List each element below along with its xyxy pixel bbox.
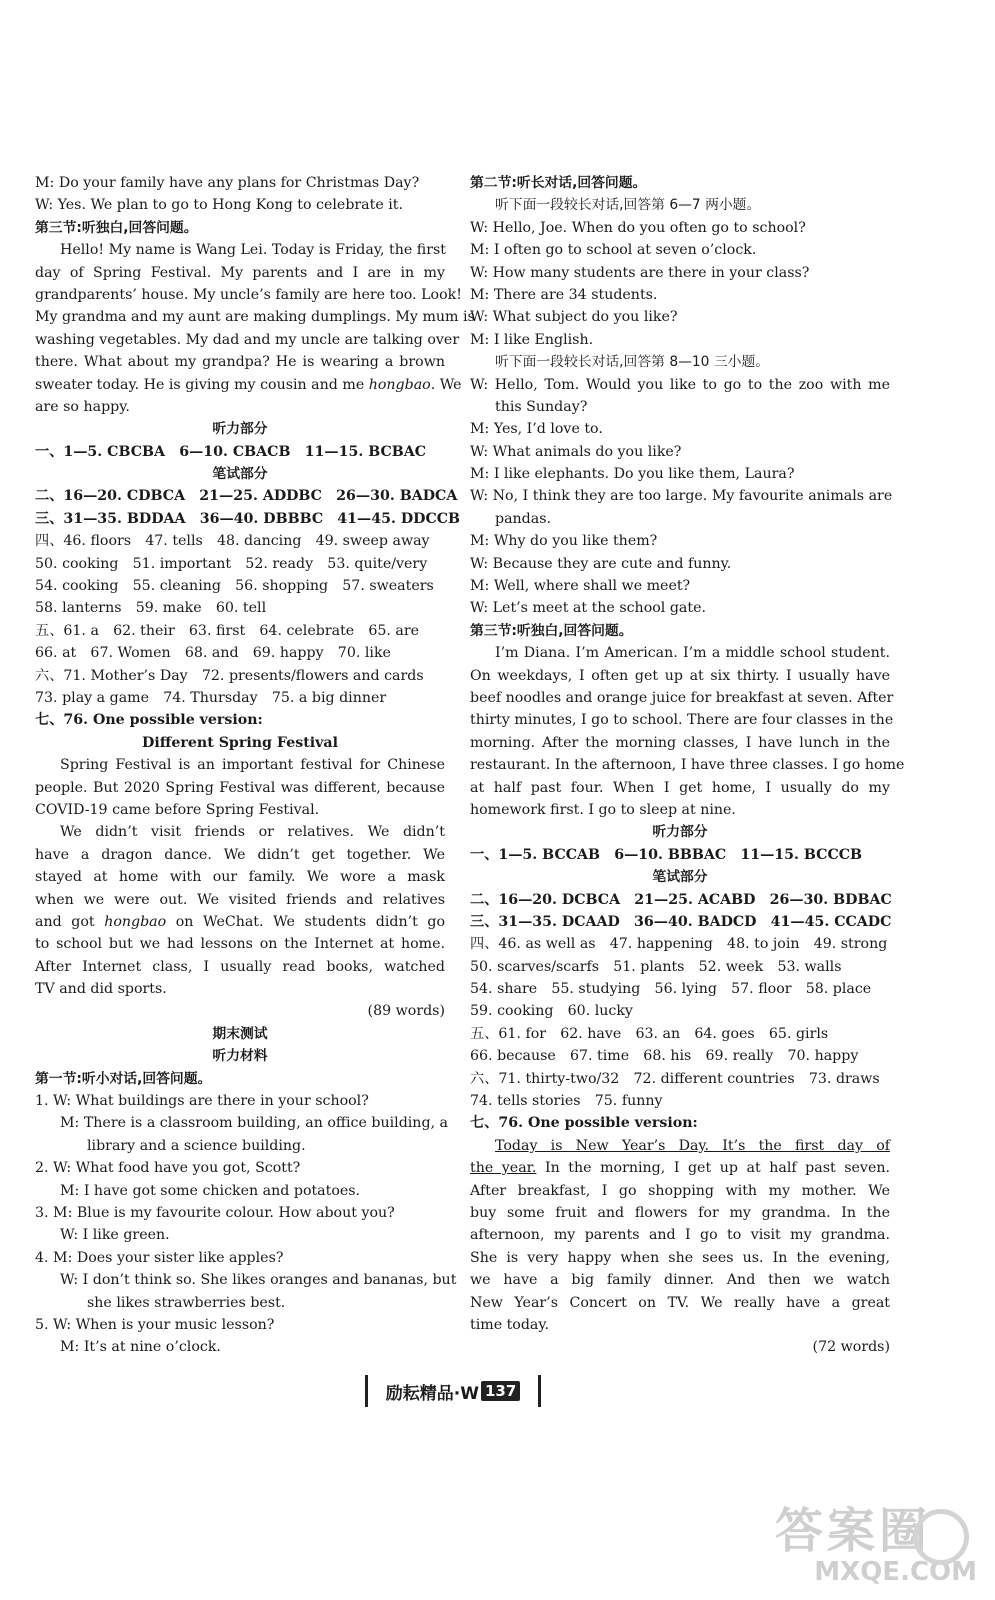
essay-line: to school but we had lessons on the Internet at home. (35, 936, 445, 953)
answer-line: 58. lanterns 59. make 60. tell (35, 600, 267, 617)
monologue-line: day of Spring Festival. My parents and I are in my (35, 264, 445, 281)
monologue-line: homework first. I go to sleep at nine. (470, 801, 736, 818)
essay-line: afternoon, my parents and I go to visit my grandma. (470, 1227, 890, 1244)
dialog-line: M: Yes, I’d love to. (470, 421, 603, 438)
dialog-line: W: Yes. We plan to go to Hong Kong to celebrate it. (35, 197, 403, 214)
dialog-line: W: How many students are there in your class? (470, 264, 810, 281)
dialog-line: M: I often go to school at seven o’clock. (470, 242, 757, 259)
dialog-line: she likes strawberries best. (87, 1294, 286, 1311)
answer-line: 59. cooking 60. lucky (470, 1003, 633, 1020)
answer-line: 54. cooking 55. cleaning 56. shopping 57. sweaters (35, 578, 434, 595)
essay-text: and got (35, 913, 95, 930)
essay-line: we have a big family dinner. And then we watch (470, 1272, 890, 1289)
monologue-line: at half past four. When I get home, I usually do my (470, 779, 890, 796)
dialog-line: 2. W: What food have you got, Scott? (35, 1160, 301, 1177)
essay-intro: 七、76. One possible version: (35, 712, 263, 729)
monologue-text: sweater today. He is giving my cousin and me (35, 376, 365, 393)
written-heading: 笔试部分 (652, 869, 708, 886)
answer-line: 66. because 67. time 68. his 69. really 70. happy (470, 1048, 859, 1065)
dialog-line: M: Why do you like them? (470, 533, 658, 550)
essay-line (470, 1135, 890, 1157)
answer-line: 74. tells stories 75. funny (470, 1093, 663, 1110)
answer-line: 66. at 67. Women 68. and 69. happy 70. like (35, 645, 391, 662)
answer-line: 一、1—5. CBCBA 6—10. CBACB 11—15. BCBAC (35, 443, 427, 460)
dialog-line: M: Well, where shall we meet? (470, 578, 691, 595)
watermark-logo (775, 1505, 985, 1595)
dialog-line: W: No, I think they are too large. My favourite animals are (470, 488, 893, 505)
dialog-line: W: Hello, Tom. Would you like to go to the zoo with me (470, 376, 890, 393)
monologue-line: thirty minutes, I go to school. There are four classes in the (470, 712, 894, 729)
final-test-title: 期末测试 (212, 1025, 268, 1042)
answer-line: 73. play a game 74. Thursday 75. a big dinner (35, 689, 387, 706)
essay-line: when we were out. We visited friends and relatives (35, 891, 445, 908)
answer-line: 四、46. floors 47. tells 48. dancing 49. sweep away (35, 533, 430, 550)
dialog-line: 5. W: When is your music lesson? (35, 1316, 275, 1333)
answer-line: 六、71. Mother’s Day 72. presents/flowers and cards (35, 667, 424, 684)
section-3-title: 第三节:听独白,回答问题。 (470, 622, 633, 639)
essay-line: people. But 2020 Spring Festival was different, because (35, 779, 445, 796)
answer-line: 四、46. as well as 47. happening 48. to join 49. strong (470, 936, 888, 953)
essay-line: New Year’s Concert on TV. We really have a great (470, 1294, 890, 1311)
essay-text: In the morning, I get up at half past seven. (536, 1160, 890, 1177)
dialog-line: W: What subject do you like? (470, 309, 678, 326)
dialog-line: 3. M: Blue is my favourite colour. How about you? (35, 1204, 395, 1221)
dialog-line: W: I like green. (60, 1227, 170, 1244)
essay-line: COVID-19 came before Spring Festival. (35, 801, 320, 818)
written-heading: 笔试部分 (212, 466, 268, 483)
essay-line: After Internet class, I usually read books, watched (35, 958, 445, 975)
footer-brand: 励耘精品·W (385, 1383, 479, 1404)
monologue-line: there. What about my grandpa? He is wearing a brown (35, 354, 445, 371)
essay-line: After breakfast, I go shopping with my mother. We (470, 1182, 890, 1199)
monologue-line: My grandma and my aunt are making dumplings. My mum is (35, 309, 475, 326)
hongbao-term: hongbao (368, 376, 431, 393)
monologue-line: On weekdays, I often get up at six thirty. I usually have (470, 667, 890, 684)
dialog-line: pandas. (495, 510, 552, 527)
dialog-line: 1. W: What buildings are there in your school? (35, 1093, 369, 1110)
word-count: (89 words) (367, 1003, 445, 1020)
essay-line: time today. (470, 1316, 550, 1333)
monologue-line: Hello! My name is Wang Lei. Today is Friday, the first (60, 242, 446, 259)
question-intro: 听下面一段较长对话,回答第 8—10 三小题。 (495, 354, 770, 371)
answer-line: 六、71. thirty-two/32 72. different countries 73. draws (470, 1070, 880, 1087)
essay-line: buy some fruit and flowers for my grandma. In the (470, 1204, 890, 1221)
monologue-line: are so happy. (35, 398, 130, 415)
dialog-line: W: Let’s meet at the school gate. (470, 600, 706, 617)
dialog-line: M: Do your family have any plans for Christmas Day? (35, 175, 420, 191)
answer-line: 50. scarves/scarfs 51. plants 52. week 53. walls (470, 958, 842, 975)
left-column (35, 172, 475, 1359)
dialog-line: M: I have got some chicken and potatoes. (60, 1182, 361, 1199)
monologue-line: grandparents’ house. My uncle’s family are here too. Look! (35, 286, 462, 303)
dialog-line: M: There is a classroom building, an office building, a (60, 1115, 449, 1132)
page-footer (365, 1375, 541, 1407)
essay-line: TV and did sports. (35, 981, 167, 998)
monologue-line: morning. After the morning classes, I have lunch in the (470, 734, 890, 751)
essay-line (470, 1157, 890, 1179)
question-intro: 听下面一段较长对话,回答第 6—7 两小题。 (495, 197, 761, 214)
monologue-line (35, 374, 462, 396)
word-count: (72 words) (812, 1339, 890, 1356)
dialog-line: W: What animals do you like? (470, 443, 682, 460)
monologue-line: beef noodles and orange juice for breakfast at seven. After (470, 689, 894, 706)
section-3-title: 第三节:听独白,回答问题。 (35, 219, 198, 236)
dialog-line: W: Because they are cute and funny. (470, 555, 732, 572)
answer-line: 五、61. a 62. their 63. first 64. celebrate 65. are (35, 622, 420, 639)
answer-line: 一、1—5. BCCAB 6—10. BBBAC 11—15. BCCCB (470, 846, 863, 863)
watermark-text: 答案圈 (775, 1503, 932, 1559)
essay-title: Different Spring Festival (142, 734, 338, 751)
section-2-title: 第二节:听长对话,回答问题。 (470, 175, 647, 191)
essay-line: stayed at home with our family. We wore a mask (35, 869, 445, 886)
right-column (470, 172, 905, 1359)
essay-line: have a dragon dance. We didn’t get together. We (35, 846, 445, 863)
dialog-line: this Sunday? (495, 398, 588, 415)
page-number: 137 (481, 1381, 520, 1401)
dialog-line: M: I like English. (470, 331, 594, 348)
answer-line: 50. cooking 51. important 52. ready 53. quite/very (35, 555, 428, 572)
essay-underlined-text: the year. (470, 1160, 537, 1177)
answer-line: 二、16—20. DCBCA 21—25. ACABD 26—30. BDBAC (470, 891, 892, 908)
monologue-line: I’m Diana. I’m American. I’m a middle school student. (495, 645, 890, 662)
dialog-line: 4. M: Does your sister like apples? (35, 1249, 284, 1266)
dialog-line: W: Hello, Joe. When do you often go to school? (470, 219, 806, 236)
dialog-line: W: I don’t think so. She likes oranges and bananas, but (60, 1272, 457, 1289)
essay-line (35, 911, 445, 933)
answer-line: 54. share 55. studying 56. lying 57. floor 58. place (470, 981, 872, 998)
monologue-text: . We (430, 376, 462, 393)
watermark-url: MXQE.COM (814, 1557, 977, 1587)
dialog-line: M: There are 34 students. (470, 286, 658, 303)
essay-underlined-text: Today is New Year’s Day. It’s the first day of (495, 1137, 890, 1154)
listening-heading: 听力部分 (652, 824, 708, 841)
dialog-line: M: It’s at nine o’clock. (60, 1339, 221, 1356)
dialog-line: library and a science building. (87, 1137, 306, 1154)
monologue-line: washing vegetables. My dad and my uncle are talking over (35, 331, 460, 348)
essay-intro: 七、76. One possible version: (470, 1115, 698, 1132)
answer-line: 三、31—35. BDDAA 36—40. DBBBC 41—45. DDCCB (35, 510, 461, 527)
hongbao-term: hongbao (104, 913, 167, 930)
essay-line: We didn’t visit friends or relatives. We didn’t (60, 824, 445, 841)
answer-line: 二、16—20. CDBCA 21—25. ADDBC 26—30. BADCA (35, 488, 458, 505)
section-1-title: 第一节:听小对话,回答问题。 (35, 1070, 212, 1087)
listening-material-title: 听力材料 (212, 1048, 268, 1065)
monologue-line: restaurant. In the afternoon, I have three classes. I go home (470, 757, 905, 774)
essay-line: Spring Festival is an important festival for Chinese (60, 757, 445, 774)
listening-heading: 听力部分 (212, 421, 268, 438)
answer-line: 三、31—35. DCAAD 36—40. BADCD 41—45. CCADC (470, 913, 892, 930)
dialog-line: M: I like elephants. Do you like them, Laura? (470, 466, 795, 483)
watermark-ring-icon (913, 1509, 969, 1565)
essay-line: She is very happy when she sees us. In the evening, (470, 1249, 890, 1266)
answer-line: 五、61. for 62. have 63. an 64. goes 65. girls (470, 1025, 829, 1042)
essay-text: on WeChat. We students didn’t go (175, 913, 446, 930)
